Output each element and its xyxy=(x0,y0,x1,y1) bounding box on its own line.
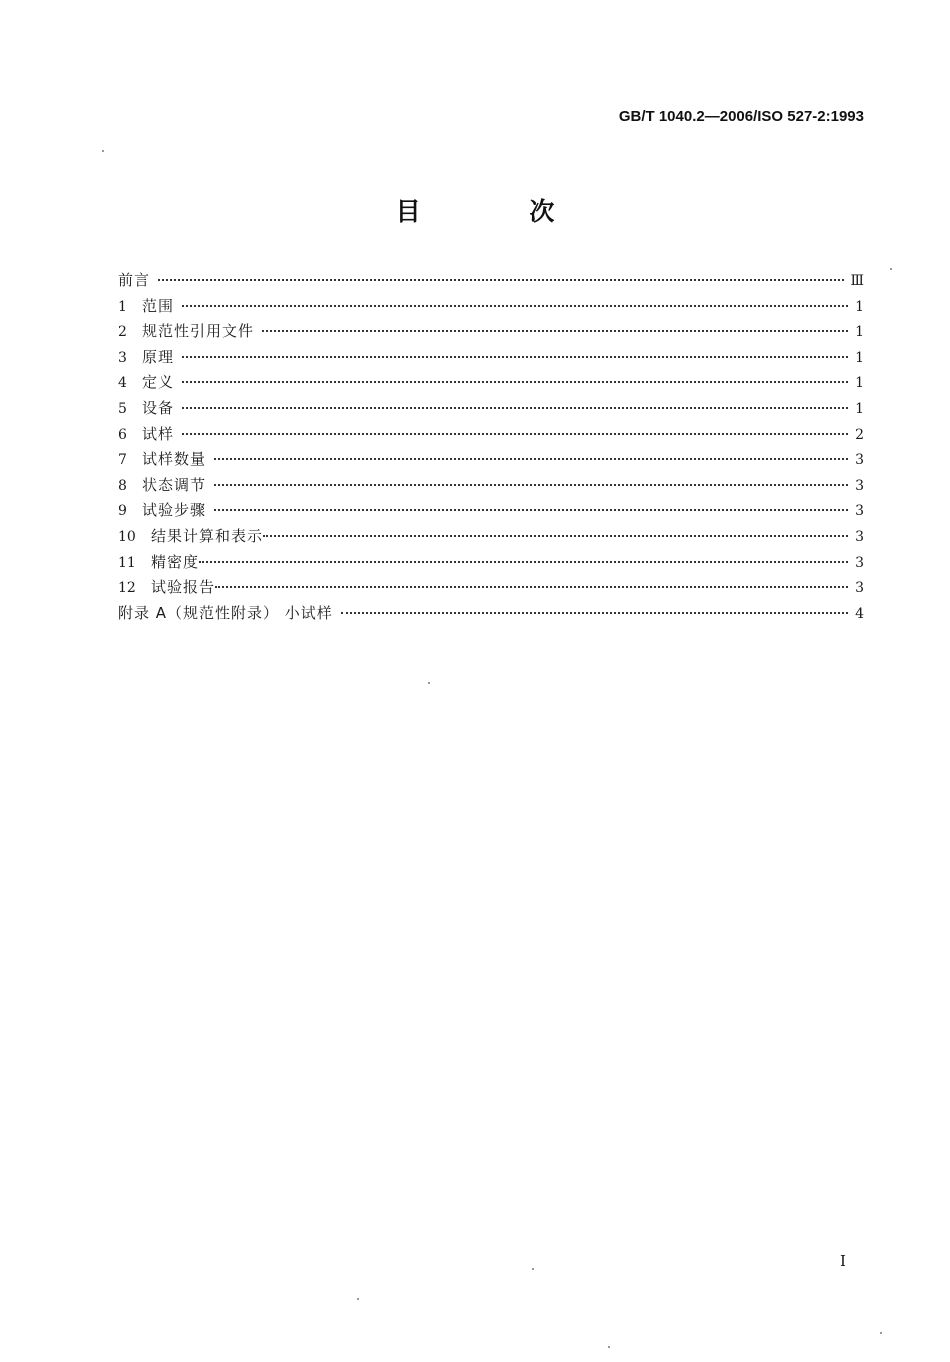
toc-entry-page: 2 xyxy=(855,426,864,443)
toc-entry-principle[interactable] xyxy=(118,345,864,371)
toc-entry-test-specimens[interactable] xyxy=(118,422,864,448)
toc-entry-number: 9 xyxy=(118,503,127,520)
toc-entry-procedure[interactable] xyxy=(118,498,864,524)
toc-leader-dots xyxy=(182,381,848,383)
toc-entry-number: 7 xyxy=(118,452,127,469)
toc-entry-page: 1 xyxy=(855,324,864,341)
toc-entry-number: 12 xyxy=(118,580,136,597)
toc-entry-label: 原理 xyxy=(142,347,175,366)
toc-entry-test-report[interactable] xyxy=(118,575,864,601)
page-title: 目 次 xyxy=(395,197,605,226)
toc-leader-dots xyxy=(263,535,848,537)
toc-entry-number: 4 xyxy=(118,375,127,392)
toc-entry-page: 3 xyxy=(855,452,864,469)
toc-leader-dots xyxy=(214,484,848,486)
toc-entry-number: 3 xyxy=(118,349,127,366)
toc-entry-precision[interactable] xyxy=(118,550,864,576)
toc-entry-page: 3 xyxy=(855,503,864,520)
toc-entry-label: 结果计算和表示 xyxy=(151,526,264,545)
standard-code: GB/T 1040.2—2006/ISO 527-2:1993 xyxy=(618,108,864,125)
toc-entry-label: 定义 xyxy=(142,373,175,392)
toc-leader-dots xyxy=(182,305,848,307)
toc-leader-dots xyxy=(158,279,844,281)
toc-entry-number: 11 xyxy=(118,554,136,571)
scan-speck xyxy=(532,1268,534,1270)
table-of-contents xyxy=(118,268,864,626)
toc-entry-label: 附录 A（规范性附录） 小试样 xyxy=(118,603,333,622)
scan-speck xyxy=(890,268,892,270)
toc-entry-label: 状态调节 xyxy=(142,475,207,494)
toc-leader-dots xyxy=(215,586,848,588)
toc-entry-page: 1 xyxy=(855,375,864,392)
toc-entry-page: 4 xyxy=(855,605,864,622)
toc-entry-definitions[interactable] xyxy=(118,370,864,396)
toc-entry-number: 2 xyxy=(118,324,127,341)
toc-entry-page: Ⅲ xyxy=(850,273,864,289)
toc-entry-page: 3 xyxy=(855,580,864,597)
toc-entry-page: 3 xyxy=(855,554,864,571)
toc-entry-page: 3 xyxy=(855,477,864,494)
page-number: I xyxy=(840,1252,846,1270)
toc-entry-number: 1 xyxy=(118,298,127,315)
toc-entry-label: 前言 xyxy=(118,271,151,289)
toc-leader-dots xyxy=(199,561,848,563)
toc-entry-label: 试验步骤 xyxy=(142,501,207,520)
toc-entry-page: 1 xyxy=(855,298,864,315)
scan-speck xyxy=(102,150,104,152)
scan-speck xyxy=(880,1332,882,1334)
toc-entry-label: 范围 xyxy=(142,296,175,315)
toc-entry-label: 试样数量 xyxy=(142,450,207,469)
toc-leader-dots xyxy=(182,356,848,358)
toc-entry-scope[interactable] xyxy=(118,294,864,320)
toc-entry-page: 3 xyxy=(855,528,864,545)
toc-entry-apparatus[interactable] xyxy=(118,396,864,422)
scan-speck xyxy=(608,1346,610,1348)
toc-entry-page: 1 xyxy=(855,349,864,366)
toc-entry-label: 试验报告 xyxy=(151,578,216,597)
toc-entry-annex-a[interactable] xyxy=(118,601,864,627)
toc-entry-label: 设备 xyxy=(142,398,175,417)
toc-entry-number: 8 xyxy=(118,477,127,494)
toc-entry-page: 1 xyxy=(855,400,864,417)
scan-speck xyxy=(357,1298,359,1300)
toc-leader-dots xyxy=(214,458,848,460)
toc-entry-calculation[interactable] xyxy=(118,524,864,550)
toc-entry-conditioning[interactable] xyxy=(118,473,864,499)
toc-entry-number: 5 xyxy=(118,400,127,417)
scan-speck xyxy=(428,682,430,684)
toc-entry-normative-references[interactable] xyxy=(118,319,864,345)
toc-leader-dots xyxy=(262,330,848,332)
toc-entry-number: 6 xyxy=(118,426,127,443)
toc-entry-number-of-specimens[interactable] xyxy=(118,447,864,473)
toc-entry-number: 10 xyxy=(118,528,136,545)
toc-entry-foreword[interactable] xyxy=(118,268,864,294)
toc-entry-label: 精密度 xyxy=(151,552,200,571)
toc-leader-dots xyxy=(182,433,848,435)
toc-leader-dots xyxy=(214,509,848,511)
toc-leader-dots xyxy=(341,612,848,614)
toc-leader-dots xyxy=(182,407,848,409)
toc-entry-label: 试样 xyxy=(142,424,175,443)
toc-entry-label: 规范性引用文件 xyxy=(142,322,255,341)
